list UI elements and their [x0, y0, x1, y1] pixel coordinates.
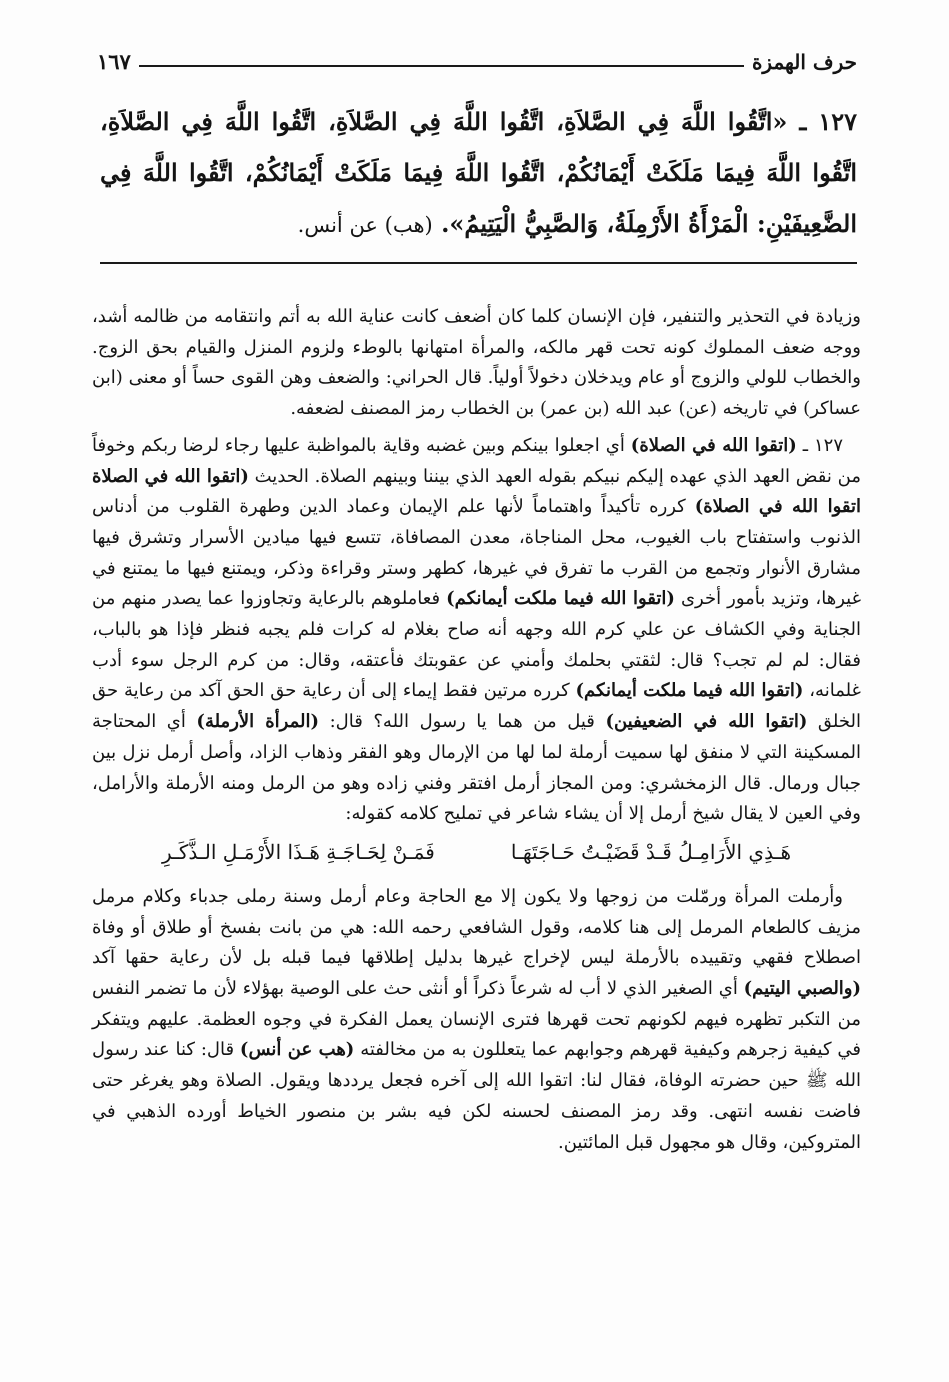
- quoted-phrase: (اتقوا الله فيما ملكت أيمانكم): [575, 680, 804, 702]
- header-rule: [139, 65, 744, 67]
- commentary-text: كرره تأكيداً واهتماماً لأنها علم الإيمان وعماد الدين وطهرة القلوب من أدناس الذنوب واستفتاح باب الغيوب، محل المناجاة، معدن المصافاة، تتسع فيها ميادين الأسرار وتشرق فيها مشارق الأنوار وتجمع من القرب ما تفرق في غيرها، كطهر وستر وقراءة وذكر، ويمتنع فيها ما يمتنع في غيرها، وتزيد بأمور أخرى: [92, 496, 861, 610]
- hadith-text-block: [100, 96, 857, 251]
- quoted-phrase: (اتقوا الله في الضعيفين): [605, 711, 808, 733]
- commentary-paragraph-3: [92, 882, 861, 1158]
- commentary-text: قال: كنا عند رسول الله ﷺ حين حضرته الوفاة، فقال لنا: اتقوا الله إلى آخره فجعل يرددها ويقول. الصلاة وهو يغرغر حتى فاضت نفسه انتهى. وقد رمز المصنف لحسنه لكن فيه بشر بن منصور الخياط أورده الذهبي في المتروكين، وقال هو مجهول قبل المائتين.: [92, 1039, 861, 1153]
- page-number: ١٦٧: [97, 49, 131, 74]
- quoted-phrase: (اتقوا الله في الصلاة اتقوا الله في الصلاة): [92, 465, 861, 518]
- hadith-text: ١٢٧ ـ «اتَّقُوا اللَّهَ فِي الصَّلاَةِ، اتَّقُوا اللَّهَ فِي الصَّلاَةِ، اتَّقُوا اللَّهَ فِي الصَّلاَةِ، اتَّقُوا اللَّهَ فِيمَا مَلَكَتْ أَيْمَانُكُمْ، اتَّقُوا اللَّهَ فِيمَا مَلَكَتْ أَيْمَانُكُمْ، اتَّقُوا اللَّهَ فِي الضَّعِيفَيْنِ: الْمَرْأَةُ الأَرْمِلَةُ، وَالصَّبِيُّ الْيَتِيمُ».: [100, 107, 857, 238]
- quoted-phrase: (هب عن أنس): [239, 1039, 355, 1061]
- commentary-text: قيل من هما يا رسول الله؟ قال:: [319, 711, 606, 733]
- commentary-text: أي المحتاجة المسكينة التي لا منفق لها سميت أرملة لما لها من الإرمال وهو الفقر وذهاب الزاد، وأصل أرمل نزل بين جبال ورمال. قال الزمخشري: ومن المجاز أرمل افتقر وفني زاده وهو من الرمل ومنه الأرملة والأرامل، وفي العين لا يقال شيخ أرمل إلا أن يشاء شاعر في تمليح كلامه كقوله:: [92, 711, 861, 825]
- footnote-divider: [100, 262, 857, 264]
- commentary-text: وأرملت المرأة ورمّلت من زوجها ولا يكون إلا مع الحاجة وعام أرمل وسنة رملى جدباء وكلام مرمل مزيف كالطعام المرمل إلى هنا كلامه، وقول الشافعي رحمه الله: هي من بانت بفسخ أو طلاق أو وفاة اصطلاح فقهي وتقييده بالأرملة ليس لإخراج غيرها بدليل إطلاقها فيما قبله بل لأن رعاية حقها آكد: [92, 885, 861, 969]
- hadith-number: ١٢٧ ـ: [796, 434, 844, 456]
- quoted-phrase: (المرأة الأرملة): [196, 711, 320, 733]
- quoted-phrase: (اتقوا الله فيما ملكت أيمانكم): [446, 588, 675, 610]
- running-header: [97, 40, 857, 74]
- commentary-text: فعاملوهم بالرعاية وتجاوزوا عما يصدر منهم من الجناية وفي الكشاف عن علي كرم الله وجهه أنه صاح بغلام له كرات فلم يجبه فنظر فإذا هو بالباب، فقال: لم لم تجب؟ قال: لثقتي بحلمك وأمني عن عقوبتك فأعتقه، وقال: من كرم الرجل سوء أدب غلمانه،: [92, 588, 861, 702]
- verse-second-hemistich: فَمَـنْ لِحَـاجَـةِ هَـذَا الأَرْمَـلِ الـذَّكَـرِ: [162, 839, 435, 864]
- poetry-verse: [92, 830, 861, 876]
- hadith-source: (هب) عن أنس.: [297, 213, 433, 237]
- commentary-paragraph-1: وزيادة في التحذير والتنفير، فإن الإنسان كلما كان أضعف كانت عناية الله به أتم وانتقامه من ظالمه أشد، ووجه ضعف المملوك كونه تحت قهر مالكه، والمرأة امتهانها بالوطء ولزوم المنزل والقيام بحق الزوج. والخطاب للولي والزوج أو عام ويدخلان دخولاً أولياً. قال الحراني: والضعف وهن القوى حساً أو معنى (ابن عساكر) في تاريخه (عن) عبد الله (بن عمر) بن الخطاب رمز المصنف لضعفه.: [92, 306, 861, 420]
- chapter-title: حرف الهمزة: [751, 50, 857, 74]
- verse-first-hemistich: هَـذِي الأَرَامِـلُ قَـدْ قَضَيْـتُ حَـاجَتَهَـا: [510, 839, 791, 864]
- commentary-block: [92, 302, 861, 1158]
- commentary-text: كرره مرتين فقط إيماء إلى أن رعاية حق الحق آكد من رعاية حق الخلق: [92, 680, 861, 733]
- commentary-text: أي اجعلوا بينكم وبين غضبه وقاية بالمواظبة عليها رجاء لرضا ربكم وخوفاً من نقض العهد الذي عهده إليكم نبيكم بقوله العهد الذي بيننا وبينهم الصلاة. الحديث: [92, 434, 862, 487]
- quoted-phrase: (والصبي اليتيم): [743, 978, 862, 1000]
- commentary-text: أي الصغير الذي لا أب له شرعاً ذكراً أو أنثى حث على الوصية بهؤلاء لأن ما تضمر النفس من التكبر تظهره فيهم لكونهم تحت قهرها فترى الإنسان يعمل الفكرة في وجوه العظمة. عليهم ويتفكر في كيفية زجرهم وكيفية قهرهم وجوابهم عما يتعللون به من مخالفته: [92, 978, 862, 1061]
- quoted-phrase: (اتقوا الله في الصلاة): [630, 434, 797, 456]
- commentary-paragraph-2: [92, 431, 861, 830]
